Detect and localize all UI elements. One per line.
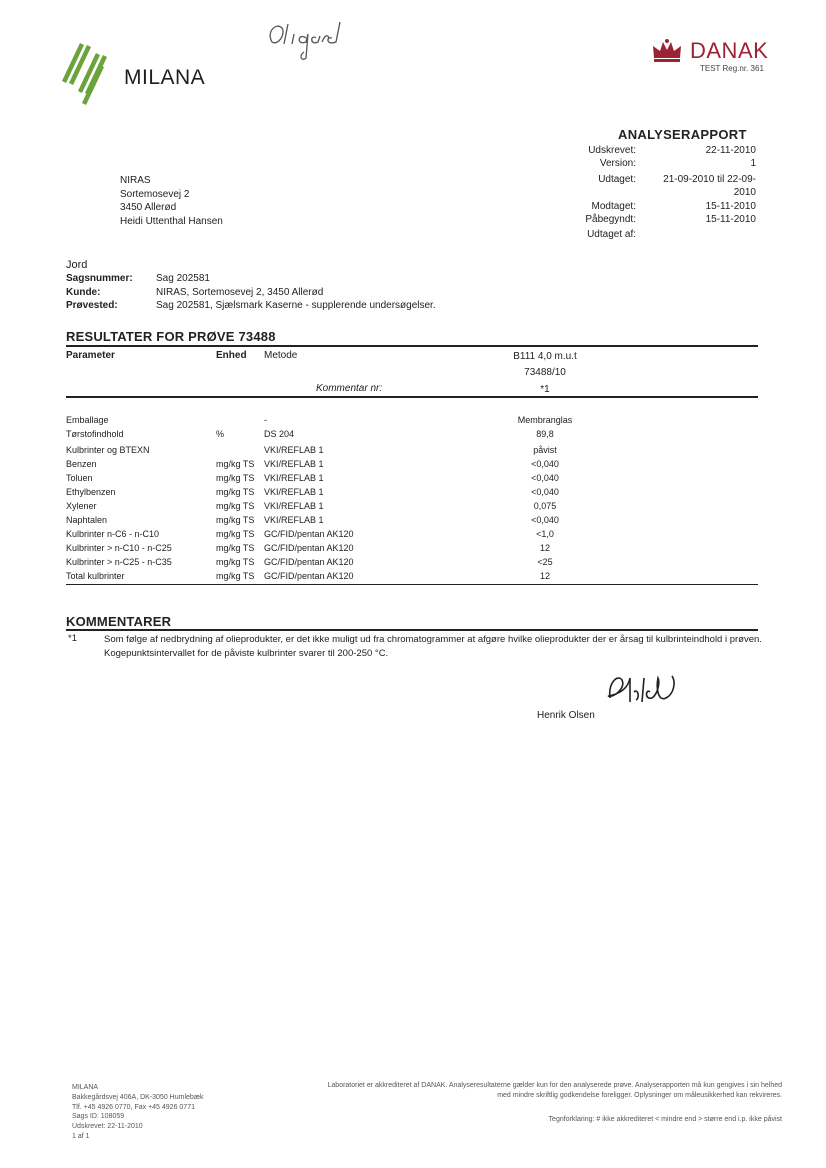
- comment-text: Som følge af nedbrydning af olieprodukter, er det ikke muligt ud fra chromatogrammer at afgøre hvilke olieprodukter der er årsag til kulbrinteindhold i prøven. Kogepunktsintervallet for de påviste kulbrinter svarer til 200-250 °C.: [104, 634, 762, 659]
- cell-value: påvist: [533, 445, 557, 455]
- comment-ref: *1: [540, 384, 550, 395]
- cell-parameter: Kulbrinter n-C6 - n-C10: [66, 529, 160, 539]
- cell-unit: mg/kg TS: [216, 571, 255, 581]
- meta-label: Udtaget af:: [587, 229, 636, 240]
- cell-method: VKI/REFLAB 1: [264, 487, 324, 497]
- milana-logo-text: MILANA: [124, 66, 206, 89]
- cell-unit: mg/kg TS: [216, 473, 255, 483]
- divider: [66, 396, 758, 398]
- info-label: Prøvested:: [66, 300, 118, 311]
- meta-label: Udtaget:: [598, 174, 636, 185]
- cell-parameter: Kulbrinter > n-C10 - n-C25: [66, 543, 172, 553]
- column-header-unit: Enhed: [216, 350, 247, 361]
- meta-label: Påbegyndt:: [585, 214, 636, 225]
- cell-unit: mg/kg TS: [216, 501, 255, 511]
- divider: [66, 629, 758, 631]
- table-row: [66, 499, 758, 513]
- footer-line: Bakkegårdsvej 406A, DK-3050 Humlebæk: [72, 1093, 204, 1101]
- footer-line: 1 af 1: [72, 1132, 90, 1140]
- cell-value: Membranglas: [517, 415, 573, 425]
- cell-parameter: Total kulbrinter: [66, 571, 125, 581]
- table-row: [66, 513, 758, 527]
- info-label: Sagsnummer:: [66, 273, 133, 284]
- cell-parameter: Naphtalen: [66, 515, 108, 525]
- info-label: Kunde:: [66, 287, 101, 298]
- address-line: 3450 Allerød: [120, 202, 177, 213]
- cell-method: VKI/REFLAB 1: [264, 515, 324, 525]
- footer-legend: Tegnforklaring: # ikke akkrediteret < mindre end > større end i.p. ikke påvist: [548, 1116, 782, 1123]
- cell-method: VKI/REFLAB 1: [264, 445, 324, 455]
- meta-value: 22-11-2010: [705, 145, 756, 156]
- info-value: Sag 202581, Sjælsmark Kaserne - supplerende undersøgelser.: [156, 300, 436, 311]
- table-row: [66, 471, 758, 485]
- table-row: [66, 555, 758, 569]
- table-row: [66, 485, 758, 499]
- recipient-address: [120, 174, 223, 228]
- footer-line: Udskrevet: 22-11-2010: [72, 1123, 143, 1131]
- cell-method: GC/FID/pentan AK120: [264, 571, 354, 581]
- table-row: [66, 527, 758, 541]
- cell-unit: mg/kg TS: [216, 515, 255, 525]
- cell-unit: %: [216, 429, 225, 439]
- comments-title: KOMMENTARER: [66, 614, 172, 629]
- cell-parameter: Benzen: [66, 459, 97, 469]
- divider: [66, 345, 758, 347]
- results-title: RESULTATER FOR PRØVE 73488: [66, 329, 276, 344]
- column-header-method: Metode: [264, 350, 298, 361]
- cell-method: DS 204: [264, 429, 295, 439]
- meta-label: Udskrevet:: [588, 145, 636, 156]
- cell-parameter: Kulbrinter og BTEXN: [66, 445, 150, 455]
- handwritten-note-text: Oliegård: [270, 46, 274, 47]
- cell-method: VKI/REFLAB 1: [264, 473, 324, 483]
- address-line: Heidi Uttenthal Hansen: [120, 215, 223, 227]
- cell-method: VKI/REFLAB 1: [264, 459, 324, 469]
- cell-method: GC/FID/pentan AK120: [264, 529, 354, 539]
- meta-label: Modtaget:: [591, 201, 636, 212]
- meta-value: 21-09-2010 til 22-09-: [663, 174, 756, 185]
- info-value: Sag 202581: [156, 273, 210, 284]
- milana-logo-mark: [60, 36, 122, 106]
- divider: [66, 584, 758, 585]
- handwritten-note: [262, 12, 397, 64]
- cell-value: <0,040: [531, 487, 559, 497]
- danak-registration: TEST Reg.nr. 361: [700, 64, 764, 73]
- cell-value: 0,075: [533, 501, 557, 511]
- cell-unit: mg/kg TS: [216, 557, 255, 567]
- meta-value: 2010: [733, 187, 756, 198]
- cell-parameter: Toluen: [66, 473, 93, 483]
- sample-name: B111 4,0 m.u.t: [513, 351, 577, 362]
- cell-value: 12: [539, 543, 550, 553]
- meta-value: 15-11-2010: [705, 214, 756, 225]
- cell-value: <25: [537, 557, 553, 567]
- table-row: [66, 541, 758, 555]
- cell-value: 89,8: [536, 429, 554, 439]
- footer-line: Tlf. +45 4926 0770, Fax +45 4926 0771: [72, 1103, 195, 1111]
- comment-marker: *1: [68, 633, 77, 644]
- comment-ref-label: Kommentar nr:: [316, 383, 383, 394]
- address-line: Sortemosevej 2: [120, 188, 190, 200]
- cell-unit: mg/kg TS: [216, 487, 255, 497]
- signer-name: Henrik Olsen: [537, 710, 595, 721]
- info-value: NIRAS, Sortemosevej 2, 3450 Allerød: [156, 287, 324, 298]
- cell-method: -: [264, 415, 267, 425]
- cell-value: <0,040: [531, 473, 559, 483]
- cell-parameter: Tørstofindhold: [66, 429, 124, 439]
- footer-line: Sags ID: 108059: [72, 1113, 125, 1121]
- cell-method: GC/FID/pentan AK120: [264, 557, 354, 567]
- cell-method: GC/FID/pentan AK120: [264, 543, 354, 553]
- cell-unit: mg/kg TS: [216, 529, 255, 539]
- cell-parameter: Kulbrinter > n-C25 - n-C35: [66, 557, 172, 567]
- table-row: [66, 569, 758, 583]
- cell-parameter: Emballage: [66, 415, 109, 425]
- cell-parameter: Xylener: [66, 501, 97, 511]
- meta-value: 1: [750, 158, 756, 169]
- danak-logo-text: DANAK: [690, 38, 769, 63]
- footer-accreditation-note: Laboratoriet er akkrediteret af DANAK. Analyseresultaterne gælder kun for den analyserede prøve. Analyserapporten må kun gengives i sin helhed med mindre skriftlig godkendelse foreligger. Oplysninger om måleusikkerhed kan rekvireres.: [327, 1082, 782, 1099]
- sample-id: 73488/10: [524, 367, 566, 378]
- table-row: [66, 443, 758, 457]
- table-row: [66, 427, 758, 441]
- cell-value: <0,040: [531, 515, 559, 525]
- signature: [600, 668, 690, 710]
- cell-value: 12: [539, 571, 550, 581]
- cell-value: <1,0: [536, 529, 554, 539]
- sample-type: Jord: [66, 259, 88, 271]
- meta-value: 15-11-2010: [705, 201, 756, 212]
- danak-crown-icon: [651, 38, 683, 64]
- footer-line: MILANA: [72, 1084, 99, 1091]
- cell-parameter: Ethylbenzen: [66, 487, 116, 497]
- report-title: ANALYSERAPPORT: [618, 127, 747, 142]
- footer-company-info: [72, 1083, 204, 1142]
- cell-value: <0,040: [531, 459, 559, 469]
- cell-unit: mg/kg TS: [216, 543, 255, 553]
- meta-label: Version:: [599, 158, 636, 169]
- address-line: NIRAS: [120, 175, 151, 186]
- cell-unit: mg/kg TS: [216, 459, 255, 469]
- column-header-parameter: Parameter: [66, 350, 115, 361]
- cell-method: VKI/REFLAB 1: [264, 501, 324, 511]
- table-row: [66, 413, 758, 427]
- table-row: [66, 457, 758, 471]
